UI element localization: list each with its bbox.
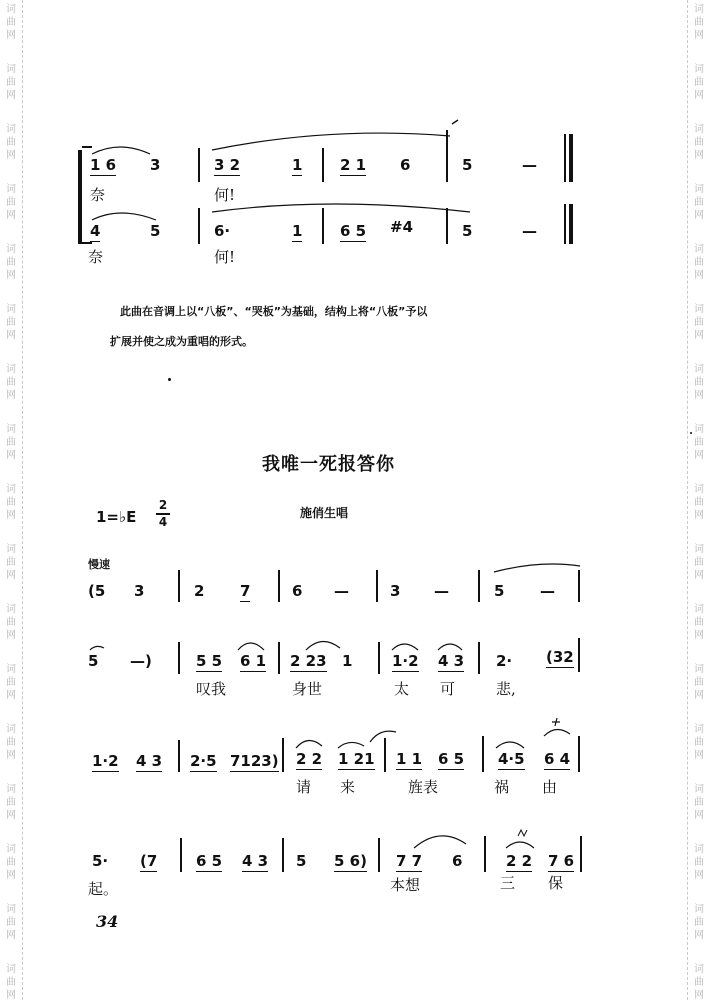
remark-line-1: 此曲在音调上以“八板”、“哭板”为基础，结构上将“八板”予以 xyxy=(120,305,428,318)
watermark-char: 曲 xyxy=(6,737,16,748)
watermark-char: 曲 xyxy=(694,377,704,388)
watermark-char: 网 xyxy=(694,90,704,101)
note: 7123) xyxy=(230,752,279,770)
watermark-char: 词 xyxy=(694,964,704,975)
watermark-char: 曲 xyxy=(694,497,704,508)
watermark-char: 词 xyxy=(6,184,16,195)
note: —) xyxy=(130,652,152,670)
note: 1 1 xyxy=(396,750,423,768)
watermark-char: 网 xyxy=(6,570,16,581)
watermark-char: 词 xyxy=(6,724,16,735)
watermark-char: 词 xyxy=(694,364,704,375)
note: 5· xyxy=(92,852,109,870)
watermark-char: 网 xyxy=(694,810,704,821)
watermark-char: 词 xyxy=(694,844,704,855)
note: 5 xyxy=(150,222,161,240)
remark-line-2: 扩展并使之成为重唱的形式。 xyxy=(110,335,253,348)
note: 1 6 xyxy=(90,156,117,174)
lyric: 何! xyxy=(214,186,236,204)
time-numerator: 2 xyxy=(158,498,168,512)
watermark-char: 曲 xyxy=(694,677,704,688)
note: 2· xyxy=(496,652,513,670)
scan-speck xyxy=(690,432,692,434)
watermark-char: 曲 xyxy=(6,857,16,868)
watermark-char: 曲 xyxy=(6,677,16,688)
watermark-char: 曲 xyxy=(694,977,704,988)
watermark-char: 词 xyxy=(6,124,16,135)
watermark-char: 词 xyxy=(6,364,16,375)
watermark-char: 曲 xyxy=(6,437,16,448)
watermark-char: 曲 xyxy=(6,377,16,388)
lyric: 来 xyxy=(340,778,356,796)
lyric: 太 xyxy=(394,680,410,698)
watermark-char: 网 xyxy=(6,690,16,701)
watermark-char: 词 xyxy=(6,664,16,675)
lyric: 何! xyxy=(214,248,236,266)
watermark-char: 曲 xyxy=(694,197,704,208)
watermark-char: 词 xyxy=(6,784,16,795)
watermark-char: 词 xyxy=(6,964,16,975)
note: 5 6) xyxy=(334,852,367,870)
watermark-char: 词 xyxy=(694,484,704,495)
watermark-char: 网 xyxy=(6,510,16,521)
lyric: 叹我 xyxy=(196,680,227,698)
note: 7 xyxy=(240,582,251,600)
watermark-char: 词 xyxy=(694,304,704,315)
watermark-char: 网 xyxy=(694,570,704,581)
note: 5 5 xyxy=(196,652,223,670)
note: 4·5 xyxy=(498,750,525,768)
lyric: 可 xyxy=(440,680,456,698)
note: 2 2 xyxy=(506,852,533,870)
note: 6 xyxy=(400,156,411,174)
note: 5 xyxy=(296,852,307,870)
note: 6 1 xyxy=(240,652,267,670)
lyric: 奈 xyxy=(88,248,104,266)
watermark-char: 词 xyxy=(6,4,16,15)
watermark-char: 曲 xyxy=(6,257,16,268)
note: 1 xyxy=(292,156,303,174)
watermark-char: 词 xyxy=(6,484,16,495)
watermark-char: 曲 xyxy=(6,77,16,88)
watermark-char: 曲 xyxy=(694,557,704,568)
note: 6 5 xyxy=(438,750,465,768)
page-number: 34 xyxy=(96,912,119,931)
watermark-char: 网 xyxy=(694,150,704,161)
note: 5 xyxy=(88,652,99,670)
lyric: 由 xyxy=(542,778,558,796)
watermark-char: 曲 xyxy=(6,497,16,508)
lyric: 起。 xyxy=(88,880,119,898)
watermark-char: 曲 xyxy=(694,737,704,748)
watermark-char: 词 xyxy=(694,124,704,135)
note: 2 23 xyxy=(290,652,327,670)
watermark-char: 网 xyxy=(694,210,704,221)
watermark-char: 词 xyxy=(6,244,16,255)
note: 6 5 xyxy=(196,852,223,870)
watermark-char: 曲 xyxy=(694,257,704,268)
note: 1 21 xyxy=(338,750,375,768)
watermark-char: 曲 xyxy=(6,137,16,148)
watermark-char: 网 xyxy=(6,390,16,401)
watermark-char: 曲 xyxy=(694,437,704,448)
watermark-char: 词 xyxy=(694,424,704,435)
watermark-char: 网 xyxy=(694,270,704,281)
note: #4 xyxy=(390,218,414,236)
note: (32 xyxy=(546,648,574,666)
watermark-char: 曲 xyxy=(6,617,16,628)
watermark-char: 词 xyxy=(694,604,704,615)
note: 3 xyxy=(390,582,401,600)
watermark-char: 网 xyxy=(694,930,704,941)
lyric: 身世 xyxy=(292,680,323,698)
watermark-char: 网 xyxy=(6,150,16,161)
note: 5 xyxy=(494,582,505,600)
watermark-char: 网 xyxy=(6,630,16,641)
watermark-char: 网 xyxy=(6,810,16,821)
song-title: 我唯一死报答你 xyxy=(262,454,395,475)
watermark-char: 曲 xyxy=(6,797,16,808)
watermark-char: 网 xyxy=(6,30,16,41)
watermark-char: 词 xyxy=(694,784,704,795)
watermark-char: 曲 xyxy=(6,977,16,988)
watermark-char: 词 xyxy=(6,604,16,615)
watermark-char: 词 xyxy=(694,724,704,735)
lyric: 请 xyxy=(296,778,312,796)
watermark-char: 网 xyxy=(6,90,16,101)
watermark-char: 词 xyxy=(6,424,16,435)
watermark-char: 曲 xyxy=(6,197,16,208)
note: 1 xyxy=(342,652,353,670)
singer-credit: 施俏生唱 xyxy=(300,506,349,520)
note: (5 xyxy=(88,582,106,600)
note: 6 xyxy=(452,852,463,870)
note: 1·2 xyxy=(92,752,119,770)
note: — xyxy=(522,222,537,240)
watermark-char: 曲 xyxy=(694,797,704,808)
lyric: 奈 xyxy=(90,186,106,204)
watermark-char: 曲 xyxy=(694,17,704,28)
watermark-char: 网 xyxy=(694,630,704,641)
watermark-char: 网 xyxy=(6,330,16,341)
note: — xyxy=(334,582,349,600)
note: 4 3 xyxy=(242,852,269,870)
watermark-char: 网 xyxy=(6,930,16,941)
watermark-char: 网 xyxy=(694,990,704,1001)
watermark-char: 网 xyxy=(694,330,704,341)
note: 7 7 xyxy=(396,852,423,870)
note: 2 2 xyxy=(296,750,323,768)
note: 4 3 xyxy=(438,652,465,670)
watermark-char: 网 xyxy=(694,510,704,521)
watermark-char: 词 xyxy=(694,664,704,675)
watermark-char: 网 xyxy=(6,750,16,761)
watermark-char: 网 xyxy=(694,390,704,401)
watermark-char: 网 xyxy=(6,870,16,881)
watermark-char: 曲 xyxy=(6,917,16,928)
watermark-char: 网 xyxy=(6,990,16,1001)
watermark-char: 词 xyxy=(6,544,16,555)
watermark-char: 词 xyxy=(6,904,16,915)
key-signature: 1=♭E xyxy=(96,508,137,526)
note: 2 xyxy=(194,582,205,600)
lyric: 祸 xyxy=(494,778,510,796)
note: — xyxy=(522,156,537,174)
note: (7 xyxy=(140,852,158,870)
note: — xyxy=(540,582,555,600)
watermark-char: 网 xyxy=(694,30,704,41)
time-denominator: 4 xyxy=(158,515,168,529)
note: 2 1 xyxy=(340,156,367,174)
lyric: 本想 xyxy=(390,876,421,894)
scan-speck xyxy=(168,378,171,381)
watermark-char: 网 xyxy=(6,270,16,281)
watermark-char: 词 xyxy=(6,64,16,75)
watermark-char: 词 xyxy=(694,4,704,15)
watermark-char: 词 xyxy=(694,244,704,255)
watermark-char: 网 xyxy=(694,750,704,761)
note: 4 xyxy=(90,222,101,240)
watermark-char: 网 xyxy=(694,450,704,461)
watermark-char: 词 xyxy=(694,184,704,195)
watermark-char: 曲 xyxy=(694,617,704,628)
watermark-char: 网 xyxy=(6,210,16,221)
note: 3 xyxy=(134,582,145,600)
note: 6 4 xyxy=(544,750,571,768)
note: 7 6 xyxy=(548,852,575,870)
note: 3 xyxy=(150,156,161,174)
note: 3 2 xyxy=(214,156,241,174)
watermark-char: 曲 xyxy=(6,17,16,28)
tempo-marking: 慢速 xyxy=(88,558,110,571)
watermark-char: 词 xyxy=(694,64,704,75)
note: 2·5 xyxy=(190,752,217,770)
watermark-char: 曲 xyxy=(694,77,704,88)
note: 5 xyxy=(462,156,473,174)
note: 5 xyxy=(462,222,473,240)
watermark-char: 网 xyxy=(694,690,704,701)
watermark-char: 词 xyxy=(694,904,704,915)
watermark-char: 词 xyxy=(694,544,704,555)
note: 1 xyxy=(292,222,303,240)
watermark-char: 词 xyxy=(6,304,16,315)
lyric: 保 xyxy=(548,874,564,892)
note: 6 xyxy=(292,582,303,600)
lyric: 悲, xyxy=(496,680,516,698)
watermark-char: 曲 xyxy=(694,917,704,928)
watermark-char: 曲 xyxy=(694,857,704,868)
note: 1·2 xyxy=(392,652,419,670)
note: — xyxy=(434,582,449,600)
lyric: 旌表 xyxy=(408,778,439,796)
watermark-char: 网 xyxy=(6,450,16,461)
lyric: 三 xyxy=(500,874,516,892)
watermark-char: 曲 xyxy=(6,557,16,568)
watermark-char: 曲 xyxy=(694,317,704,328)
watermark-char: 词 xyxy=(6,844,16,855)
watermark-char: 曲 xyxy=(6,317,16,328)
watermark-char: 网 xyxy=(694,870,704,881)
watermark-char: 曲 xyxy=(694,137,704,148)
note: 6· xyxy=(214,222,231,240)
note: 6 5 xyxy=(340,222,367,240)
note: 4 3 xyxy=(136,752,163,770)
